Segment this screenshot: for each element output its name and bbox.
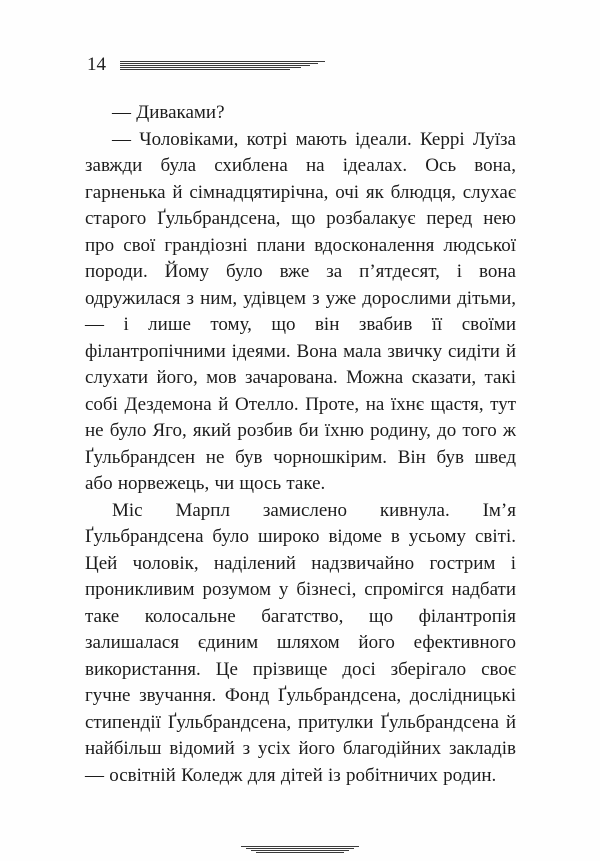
paragraph-dialogue-2: — Чоловіками, котрі мають ідеали. Керрі Луїза завжди була схиблена на ідеалах. Ось вона, гарненька й сімнадцятирічна, очі як блюдця, слухає старого Ґульбрандсена, що розбалакує перед нею про свої грандіозні плани вдосконалення людської породи. Йому було вже за п’ятдесят, і вона одружилася з ним, удівцем з уже дорослими дітьми, — і лише тому, що він звабив її своїми філантропічними ідеями. Вона мала звичку сидіти й слухати його, мов зачарована. Можна сказати, такі собі Дездемона й Отелло. Проте, на їхнє щастя, тут не було Яго, який розбив би їхню родину, до того ж Ґульбрандсен не був чорношкірим. Він був швед або норвежець, чи щось таке. (85, 128, 516, 494)
header-rule-ornament (120, 61, 325, 70)
page-footer (0, 846, 600, 853)
paragraph-narration: Міс Марпл замислено кивнула. Ім’я Ґульбрандсена було широко відоме в усьому світі. Цей чоловік, наділений надзвичайно гострим і проникливим розумом у бізнесі, спромігся надбати таке колосальне багатство, що філантропія залишалася єдиним шляхом його ефективного використання. Це прізвище досі зберігало своє гучне звучання. Фонд Ґульбрандсена, дослідницькі стипендії Ґульбрандсена, притулки Ґульбрандсена й найбільш відомий з усіх його благодійних закладів — освітній Коледж для дітей із робітничих родин. (85, 499, 516, 786)
page-header (87, 54, 325, 76)
page-number: 14 (87, 54, 106, 75)
footer-rule-ornament (241, 846, 359, 853)
page-body (85, 100, 516, 789)
paragraph-dialogue-1: — Диваками? (112, 102, 225, 123)
